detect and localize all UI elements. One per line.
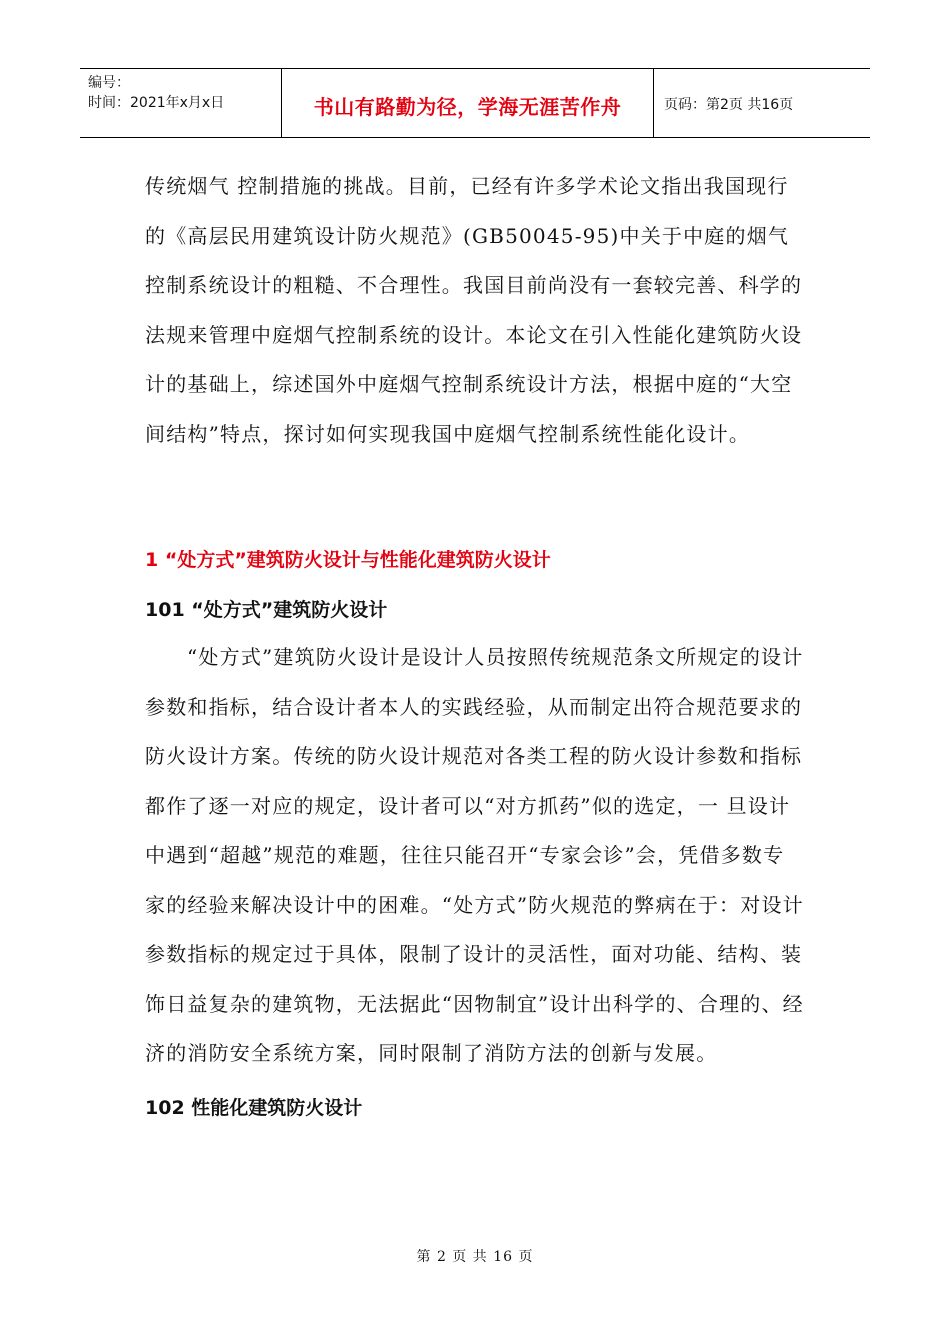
- document-body: [145, 160, 805, 1123]
- number-label: 编号：: [88, 75, 130, 91]
- section-1-title: 1 “处方式”建筑防火设计与性能化建筑防火设计: [145, 549, 551, 571]
- page-header: [80, 68, 870, 138]
- header-page-info: 页码：第2页 共16页: [664, 97, 794, 113]
- header-meta: [80, 69, 282, 137]
- header-motto: 书山有路勤为径，学海无涯苦作舟: [282, 69, 654, 137]
- intro-paragraph: 传统烟气 控制措施的挑战。目前，已经有许多学术论文指出我国现行的《高层民用建筑设计防火规范》(GB50045-95)中关于中庭的烟气控制系统设计的粗糙、不合理性。我国目前尚没有一套较完善、科学的法规来管理中庭烟气控制系统的设计。本论文在引入性能化建筑防火设计的基础上，综述国外中庭烟气控制系统设计方法，根据中庭的“大空间结构”特点，探讨如何实现我国中庭烟气控制系统性能化设计。: [145, 174, 803, 446]
- subsection-101-paragraph: “处方式”建筑防火设计是设计人员按照传统规范条文所规定的设计参数和指标，结合设计者本人的实践经验，从而制定出符合规范要求的防火设计方案。传统的防火设计规范对各类工程的防火设计参数和指标都作了逐一对应的规定，设计者可以“对方抓药”似的选定，一 旦设计中遇到“超越”规范的难题，往往只能召开“专家会诊”会，凭借多数专家的经验来解决设计中的困难。“处方式”防火规范的弊病在于：对设计参数指标的规定过于具体，限制了设计的灵活性，面对功能、结构、装饰日益复杂的建筑物，无法据此“因物制宜”设计出科学的、合理的、经济的消防安全系统方案，同时限制了消防方法的创新与发展。: [145, 645, 804, 1065]
- subsection-101-title: 101 “处方式”建筑防火设计: [145, 599, 388, 621]
- page-footer: 第 2 页 共 16 页: [416, 1249, 534, 1265]
- time-label: 时间：2021年x月x日: [88, 95, 225, 111]
- subsection-102-title: 102 性能化建筑防火设计: [145, 1096, 363, 1119]
